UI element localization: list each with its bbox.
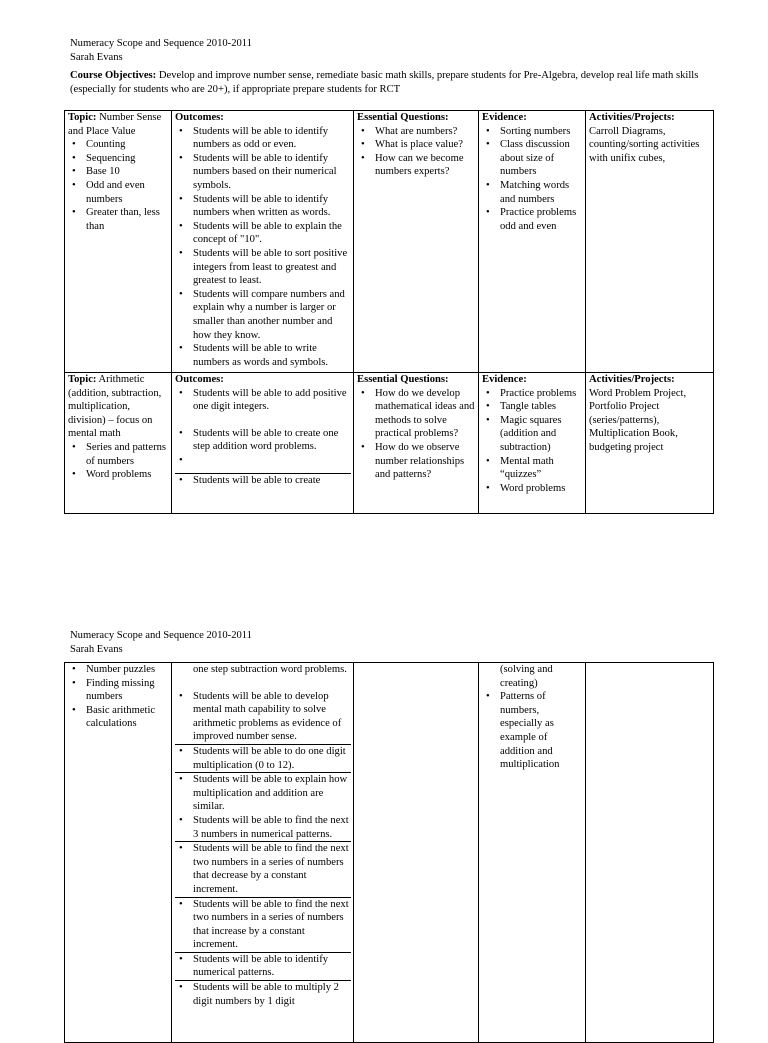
list-item: • Mental math “quizzes” (482, 455, 583, 482)
evidence-label: Evidence: (482, 112, 527, 123)
evidence-list (482, 125, 583, 234)
activities-label: Activities/Projects: (589, 112, 675, 123)
outcomes-cell (172, 663, 354, 1043)
topic-label: Topic: (68, 374, 97, 385)
list-item: • Number puzzles (68, 663, 169, 677)
outcomes-cell (172, 111, 354, 373)
list-item: • Students will be able to identify numbers when written as words. (175, 193, 351, 220)
list-item: • Students will be able to identify numbers based on their numerical symbols. (175, 152, 351, 193)
list-item: • Class discussion about size of numbers (482, 138, 583, 179)
page2-header (70, 629, 252, 656)
topic-cell (65, 111, 172, 373)
evidence-continued: (solving and creating) (500, 664, 553, 689)
list-item: • Students will be able to sort positive integers from least to greatest and greatest to least. (175, 247, 351, 288)
list-item: • Greater than, less than (68, 206, 169, 233)
author-name: Sarah Evans (70, 51, 123, 63)
activities-label: Activities/Projects: (589, 374, 675, 385)
table-row (65, 663, 714, 1043)
questions-list (357, 387, 476, 482)
list-item: • Students will be able to create (175, 473, 351, 488)
list-item: • Students will be able to find the next 3 numbers in numerical patterns. (175, 814, 351, 841)
list-item: • Students will be able to develop mental math capability to solve arithmetic problems as evidence of improved number sense. (175, 690, 351, 744)
topic-label: Topic: (68, 112, 97, 123)
list-item: • Odd and even numbers (68, 179, 169, 206)
list-item: • Word problems (68, 468, 169, 482)
list-item: • Students will be able to write numbers as words and symbols. (175, 342, 351, 369)
questions-label: Essential Questions: (357, 374, 449, 385)
scope-table-page1 (64, 110, 714, 514)
list-item: • Magic squares (addition and subtraction) (482, 414, 583, 455)
activities-cell (586, 663, 714, 1043)
table-row (65, 111, 714, 373)
outcomes-cell (172, 373, 354, 514)
list-item: • Students will be able to find the next two numbers in a series of numbers that decrease by a constant increment. (175, 841, 351, 896)
outcomes-list (175, 387, 351, 488)
list-item: • Students will be able to explain how multiplication and addition are similar. (175, 772, 351, 814)
document-title: Numeracy Scope and Sequence 2010-2011 (70, 630, 252, 641)
list-item: • Students will be able to identify numerical patterns. (175, 952, 351, 980)
topic-cell (65, 373, 172, 514)
list-item: • Counting (68, 138, 169, 152)
list-item: • Students will be able to multiply 2 digit numbers by 1 digit (175, 980, 351, 1008)
list-item: • Base 10 (68, 165, 169, 179)
outcomes-list (175, 125, 351, 370)
topic-cell (65, 663, 172, 1043)
list-item: • Finding missing numbers (68, 677, 169, 704)
list-item: • Matching words and numbers (482, 179, 583, 206)
questions-cell (354, 111, 479, 373)
outcomes-list (175, 690, 351, 1009)
topic-list (68, 441, 169, 482)
topic-text: Number Sense and Place Value (68, 112, 162, 137)
objectives-label: Course Objectives: (70, 70, 157, 81)
questions-cell (354, 663, 479, 1043)
activities-text: Word Problem Project, Portfolio Project (series/patterns), Multiplication Book, budgeting project (589, 387, 687, 453)
list-item: • Practice problems (482, 387, 583, 401)
list-item: • Patterns of numbers, especially as example of addition and multiplication (482, 690, 583, 772)
topic-list (68, 663, 169, 731)
topic-list (68, 138, 169, 233)
questions-cell (354, 373, 479, 514)
evidence-cell (479, 373, 586, 514)
scope-table-page2 (64, 662, 714, 1043)
evidence-cell (479, 111, 586, 373)
document-title: Numeracy Scope and Sequence 2010-2011 (70, 38, 252, 49)
list-item: • What are numbers? (357, 125, 476, 139)
objectives-text: Develop and improve number sense, remediate basic math skills, prepare students for Pre-Algebra, develop real life math skills (especially for students who are 20+), if appropriate prepare students for RCT (70, 70, 699, 95)
course-objectives (70, 69, 730, 96)
list-item: • Series and patterns of numbers (68, 441, 169, 468)
outcome-continued: one step subtraction word problems. (193, 664, 347, 675)
list-item: • Sorting numbers (482, 125, 583, 139)
list-item: • What is place value? (357, 138, 476, 152)
list-item: • Basic arithmetic calculations (68, 704, 169, 731)
outcomes-label: Outcomes: (175, 374, 224, 385)
list-item-empty (175, 454, 351, 467)
list-item: • How can we become numbers experts? (357, 152, 476, 179)
list-item: • Sequencing (68, 152, 169, 166)
list-item: • Word problems (482, 482, 583, 496)
list-item: • Students will be able to add positive one digit integers. (175, 387, 351, 414)
list-item: • Practice problems odd and even (482, 206, 583, 233)
topic-text: Arithmetic (addition, subtraction, multiplication, division) – focus on mental math (68, 374, 162, 440)
list-item: • Students will be able to identify numbers as odd or even. (175, 125, 351, 152)
list-item: • Students will be able to find the next two numbers in a series of numbers that increase by a constant increment. (175, 897, 351, 952)
list-item: • How do we observe number relationships and patterns? (357, 441, 476, 482)
evidence-cell (479, 663, 586, 1043)
questions-label: Essential Questions: (357, 112, 449, 123)
activities-text: Carroll Diagrams, counting/sorting activities with unifix cubes, (589, 125, 700, 164)
author-name: Sarah Evans (70, 643, 123, 655)
outcomes-label: Outcomes: (175, 112, 224, 123)
evidence-label: Evidence: (482, 374, 527, 385)
list-item: • Students will compare numbers and explain why a number is larger or smaller than another number and how they know. (175, 288, 351, 342)
list-item: • How do we develop mathematical ideas and methods to solve practical problems? (357, 387, 476, 441)
questions-list (357, 125, 476, 179)
table-row (65, 373, 714, 514)
list-item: • Tangle tables (482, 400, 583, 414)
activities-cell (586, 111, 714, 373)
activities-cell (586, 373, 714, 514)
evidence-list (482, 690, 583, 772)
page1-header (70, 37, 252, 64)
list-item: • Students will be able to explain the concept of "10". (175, 220, 351, 247)
list-item: • Students will be able to do one digit multiplication (0 to 12). (175, 744, 351, 772)
list-item: • Students will be able to create one step addition word problems. (175, 427, 351, 454)
evidence-list (482, 387, 583, 496)
